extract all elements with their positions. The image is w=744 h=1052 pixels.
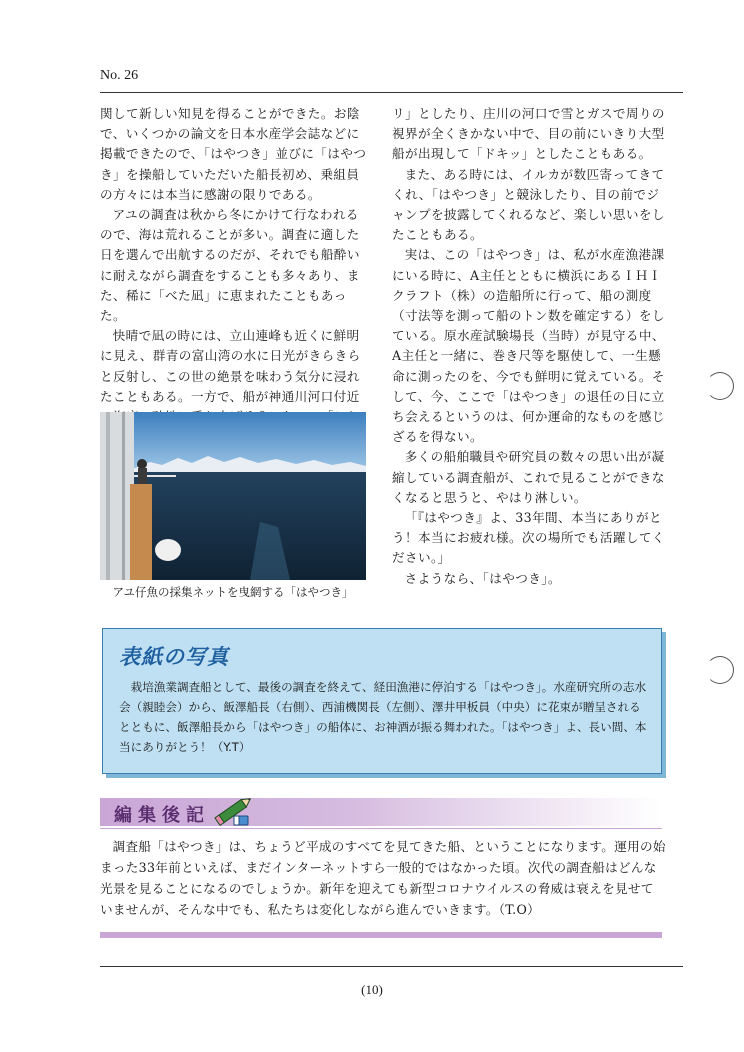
editor-note-header xyxy=(100,798,662,826)
editor-note-paragraph: 調査船「はやつき」は、ちょうど平成のすべてを見てきた船、ということになります。運用の始まった33年前といえば、まだインターネットすら一般的ではなかった頃。次代の調査船はどんな光景を見ることになるのでしょうか。新年を迎えても新型コロナウイルスの脅威は衰えを見せていませんが、そんな中でも、私たちは変化しながら進んでいきます。（T.O） xyxy=(100,839,666,917)
cover-photo-title: 表紙の写真 xyxy=(119,645,229,669)
article-right-column xyxy=(392,104,668,589)
article-paragraph: また、ある時には、イルカが数匹寄ってきてくれ、「はやつき」と競泳したり、目の前でジャンプを披露してくれるなど、楽しい思いをしたこともある。 xyxy=(392,166,665,243)
binder-hole xyxy=(706,656,734,684)
editor-note-rule xyxy=(100,828,662,829)
cover-photo-text xyxy=(119,677,647,757)
footer-rule xyxy=(100,966,683,967)
editor-note-title: 編集後記 xyxy=(114,805,210,826)
pencil-eraser-icon xyxy=(212,792,258,832)
page-number: (10) xyxy=(361,982,383,997)
article-paragraph: アユの調査は秋から冬にかけて行なわれるので、海は荒れることが多い。調査に適した日を選んで出航するのだが、それでも船酔いに耐えながら調査をすることも多々あり、また、稀に「べた凪」に恵まれたこともあった。 xyxy=(100,207,360,324)
article-paragraph: 多くの船舶職員や研究員の数々の思い出が凝縮している調査船が、これで見ることができなくなると思うと、やはり淋しい。 xyxy=(392,449,665,505)
photo-caption: アユ仔魚の採集ネットを曳網する「はやつき」 xyxy=(112,585,354,599)
binder-hole xyxy=(706,372,734,400)
article-paragraph: 実は、この「はやつき」は、私が水産漁港課にいる時に、A主任とともに横浜にあるＩＨＩクラフト（株）の造船所に行って、船の測度（寸法等を測って船のトン数を確定する）をしている。原水産試験場長（当時）が見守る中、A主任と一緒に、巻き尺等を駆使して、一生懸命に測ったのを、今でも鮮明に覚えている。そして、今、ここで「はやつき」の退任の日に立ち会えるというのは、何か運命的なものを感じざるを得ない。 xyxy=(392,247,665,445)
article-paragraph: 快晴で凪の時には、立山連峰も近くに鮮明に見え、群青の富山湾の水に日光がきらきらと反射し、この世の絶景を味わう気分に浸れたこともある。一方で、船が神通川河口付近 xyxy=(100,328,361,404)
cover-photo-box xyxy=(102,628,662,774)
article-photo xyxy=(100,412,366,580)
editor-note-body xyxy=(100,836,666,920)
article-paragraph: さようなら、「はやつき」。 xyxy=(404,570,561,586)
issue-number: No. 26 xyxy=(100,68,139,83)
article-paragraph: 「『はやつき』よ、33年間、本当にありがとう！本当にお疲れ様。次の場所でも活躍してください。」 xyxy=(392,510,665,566)
cover-photo-paragraph: 栽培漁業調査船として、最後の調査を終えて、経田漁港に停泊する「はやつき」。水産研究所の志水会（親睦会）から、飯澤船長（右側）、西浦機関長（左側）、澤井甲板員（中央）に花束が贈呈されるとともに、飯澤船長から「はやつき」の船体に、お神酒が振る舞われた。「はやつき」よ、長い間、本当にありがとう！（Y.T） xyxy=(119,680,647,754)
header-rule xyxy=(100,92,683,93)
article-left-column xyxy=(100,104,368,427)
article-paragraph: リ」としたり、庄川の河口で雪とガスで周りの視界が全くきかない中で、目の前にいきり大型船が出現して「ドキッ」としたこともある。 xyxy=(392,106,665,162)
article-paragraph: 関して新しい知見を得ることができた。お陰で、いくつかの論文を日本水産学会誌などに掲載できたので、「はやつき」並びに「はやつき」を操船していただいた船長初め、乗組員の方々には本当に感謝の限りである。 xyxy=(100,106,367,202)
boat-sea-photo xyxy=(100,412,366,580)
editor-note-bottom-band xyxy=(100,932,662,938)
